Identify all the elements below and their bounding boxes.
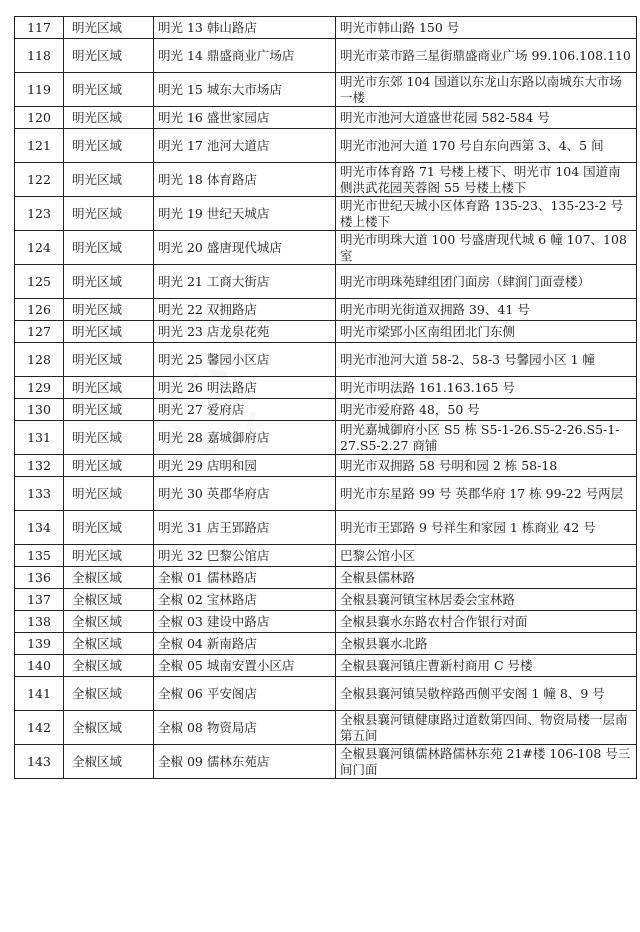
row-number: 125 — [15, 265, 64, 299]
region-cell: 明光区域 — [64, 421, 154, 455]
table-row — [15, 197, 637, 231]
region-cell: 全椒区域 — [64, 655, 154, 677]
row-number: 126 — [15, 299, 64, 321]
store-name-cell: 明光 15 城东大市场店 — [154, 73, 336, 107]
table-row — [15, 711, 637, 745]
table-row — [15, 745, 637, 779]
address-cell: 明光市双拥路 58 号明和园 2 栋 58-18 — [336, 455, 637, 477]
row-number: 133 — [15, 477, 64, 511]
store-name-cell: 明光 31 店王郢路店 — [154, 511, 336, 545]
store-name-cell: 明光 19 世纪天城店 — [154, 197, 336, 231]
region-cell: 明光区域 — [64, 343, 154, 377]
table-row — [15, 589, 637, 611]
address-cell: 巴黎公馆小区 — [336, 545, 637, 567]
store-name-cell: 明光 26 明法路店 — [154, 377, 336, 399]
region-cell: 明光区域 — [64, 265, 154, 299]
address-cell: 明光市明珠大道 100 号盛唐现代城 6 幢 107、108 室 — [336, 231, 637, 265]
region-cell: 全椒区域 — [64, 567, 154, 589]
table-row — [15, 511, 637, 545]
store-name-cell: 全椒 06 平安阁店 — [154, 677, 336, 711]
table-row — [15, 545, 637, 567]
store-name-cell: 明光 16 盛世家园店 — [154, 107, 336, 129]
store-name-cell: 明光 32 巴黎公馆店 — [154, 545, 336, 567]
row-number: 120 — [15, 107, 64, 129]
address-cell: 明光市体育路 71 号楼上楼下、明光市 104 国道南侧洪武花园芙蓉阁 55 号楼上楼下 — [336, 163, 637, 197]
table-row — [15, 299, 637, 321]
region-cell: 明光区域 — [64, 511, 154, 545]
table-row — [15, 321, 637, 343]
address-cell: 全椒县襄河镇吴敬梓路西侧平安阁 1 幢 8、9 号 — [336, 677, 637, 711]
address-cell: 明光市明光街道双拥路 39、41 号 — [336, 299, 637, 321]
store-name-cell: 明光 17 池河大道店 — [154, 129, 336, 163]
address-cell: 全椒县襄河镇儒林路儒林东苑 21#楼 106-108 号三间门面 — [336, 745, 637, 779]
store-name-cell: 明光 23 店龙泉花苑 — [154, 321, 336, 343]
row-number: 131 — [15, 421, 64, 455]
region-cell: 明光区域 — [64, 107, 154, 129]
region-cell: 明光区域 — [64, 477, 154, 511]
address-cell: 明光市池河大道盛世花园 582-584 号 — [336, 107, 637, 129]
row-number: 136 — [15, 567, 64, 589]
row-number: 124 — [15, 231, 64, 265]
region-cell: 全椒区域 — [64, 711, 154, 745]
store-table-page — [14, 16, 637, 779]
address-cell: 明光市梁郢小区南组团北门东侧 — [336, 321, 637, 343]
table-row — [15, 455, 637, 477]
region-cell: 明光区域 — [64, 231, 154, 265]
table-row — [15, 129, 637, 163]
table-row — [15, 73, 637, 107]
store-name-cell: 明光 30 英郡华府店 — [154, 477, 336, 511]
row-number: 141 — [15, 677, 64, 711]
region-cell: 明光区域 — [64, 545, 154, 567]
region-cell: 明光区域 — [64, 299, 154, 321]
region-cell: 明光区域 — [64, 197, 154, 231]
address-cell: 明光嘉城御府小区 S5 栋 S5-1-26.S5-2-26.S5-1-27.S5-2.27 商铺 — [336, 421, 637, 455]
region-cell: 全椒区域 — [64, 589, 154, 611]
table-row — [15, 399, 637, 421]
region-cell: 全椒区域 — [64, 745, 154, 779]
table-row — [15, 611, 637, 633]
address-cell: 全椒县襄河镇健康路过道数第四间、物资局楼一层南第五间 — [336, 711, 637, 745]
region-cell: 明光区域 — [64, 17, 154, 39]
region-cell: 明光区域 — [64, 129, 154, 163]
store-name-cell: 全椒 03 建设中路店 — [154, 611, 336, 633]
row-number: 122 — [15, 163, 64, 197]
row-number: 137 — [15, 589, 64, 611]
address-cell: 全椒县襄水东路农村合作银行对面 — [336, 611, 637, 633]
store-name-cell: 明光 20 盛唐现代城店 — [154, 231, 336, 265]
table-row — [15, 231, 637, 265]
store-name-cell: 全椒 05 城南安置小区店 — [154, 655, 336, 677]
table-row — [15, 39, 637, 73]
address-cell: 明光市世纪天城小区体育路 135-23、135-23-2 号楼上楼下 — [336, 197, 637, 231]
address-cell: 明光市明法路 161.163.165 号 — [336, 377, 637, 399]
store-name-cell: 明光 14 鼎盛商业广场店 — [154, 39, 336, 73]
address-cell: 明光市爱府路 48，50 号 — [336, 399, 637, 421]
table-body — [15, 17, 637, 779]
region-cell: 明光区域 — [64, 399, 154, 421]
row-number: 128 — [15, 343, 64, 377]
store-name-cell: 明光 22 双拥路店 — [154, 299, 336, 321]
address-cell: 明光市明珠苑肆组团门面房（肆润门面壹楼） — [336, 265, 637, 299]
region-cell: 全椒区域 — [64, 633, 154, 655]
row-number: 132 — [15, 455, 64, 477]
store-name-cell: 明光 18 体育路店 — [154, 163, 336, 197]
region-cell: 全椒区域 — [64, 611, 154, 633]
store-name-cell: 明光 25 馨园小区店 — [154, 343, 336, 377]
store-name-cell: 明光 21 工商大街店 — [154, 265, 336, 299]
region-cell: 明光区域 — [64, 377, 154, 399]
row-number: 135 — [15, 545, 64, 567]
address-cell: 全椒县襄水北路 — [336, 633, 637, 655]
row-number: 140 — [15, 655, 64, 677]
row-number: 138 — [15, 611, 64, 633]
store-name-cell: 明光 27 爱府店 — [154, 399, 336, 421]
row-number: 130 — [15, 399, 64, 421]
row-number: 118 — [15, 39, 64, 73]
table-row — [15, 421, 637, 455]
table-row — [15, 377, 637, 399]
table-row — [15, 265, 637, 299]
table-row — [15, 163, 637, 197]
store-name-cell: 明光 28 嘉城御府店 — [154, 421, 336, 455]
table-row — [15, 677, 637, 711]
address-cell: 明光市王郢路 9 号祥生和家园 1 栋商业 42 号 — [336, 511, 637, 545]
store-name-cell: 全椒 04 新南路店 — [154, 633, 336, 655]
store-name-cell: 全椒 08 物资局店 — [154, 711, 336, 745]
address-cell: 全椒县儒林路 — [336, 567, 637, 589]
store-name-cell: 明光 29 店明和园 — [154, 455, 336, 477]
store-name-cell: 全椒 02 宝林路店 — [154, 589, 336, 611]
region-cell: 明光区域 — [64, 73, 154, 107]
row-number: 123 — [15, 197, 64, 231]
region-cell: 明光区域 — [64, 163, 154, 197]
table-row — [15, 655, 637, 677]
address-cell: 全椒县襄河镇庄曹新村商用 C 号楼 — [336, 655, 637, 677]
table-row — [15, 633, 637, 655]
region-cell: 全椒区域 — [64, 677, 154, 711]
row-number: 139 — [15, 633, 64, 655]
row-number: 117 — [15, 17, 64, 39]
row-number: 119 — [15, 73, 64, 107]
address-cell: 明光市韩山路 150 号 — [336, 17, 637, 39]
address-cell: 明光市东星路 99 号 英郡华府 17 栋 99-22 号两层 — [336, 477, 637, 511]
row-number: 121 — [15, 129, 64, 163]
row-number: 127 — [15, 321, 64, 343]
region-cell: 明光区域 — [64, 321, 154, 343]
row-number: 142 — [15, 711, 64, 745]
region-cell: 明光区域 — [64, 455, 154, 477]
address-cell: 明光市东郊 104 国道以东龙山东路以南城东大市场一楼 — [336, 73, 637, 107]
address-cell: 全椒县襄河镇宝林居委会宝林路 — [336, 589, 637, 611]
store-name-cell: 全椒 01 儒林路店 — [154, 567, 336, 589]
store-address-table — [14, 16, 637, 779]
table-row — [15, 477, 637, 511]
table-row — [15, 567, 637, 589]
row-number: 143 — [15, 745, 64, 779]
store-name-cell: 全椒 09 儒林东苑店 — [154, 745, 336, 779]
row-number: 129 — [15, 377, 64, 399]
table-row — [15, 343, 637, 377]
store-name-cell: 明光 13 韩山路店 — [154, 17, 336, 39]
table-row — [15, 17, 637, 39]
address-cell: 明光市池河大道 170 号自东向西第 3、4、5 间 — [336, 129, 637, 163]
region-cell: 明光区域 — [64, 39, 154, 73]
address-cell: 明光市菜市路三星街鼎盛商业广场 99.106.108.110 — [336, 39, 637, 73]
table-row — [15, 107, 637, 129]
row-number: 134 — [15, 511, 64, 545]
address-cell: 明光市池河大道 58-2、58-3 号馨园小区 1 幢 — [336, 343, 637, 377]
